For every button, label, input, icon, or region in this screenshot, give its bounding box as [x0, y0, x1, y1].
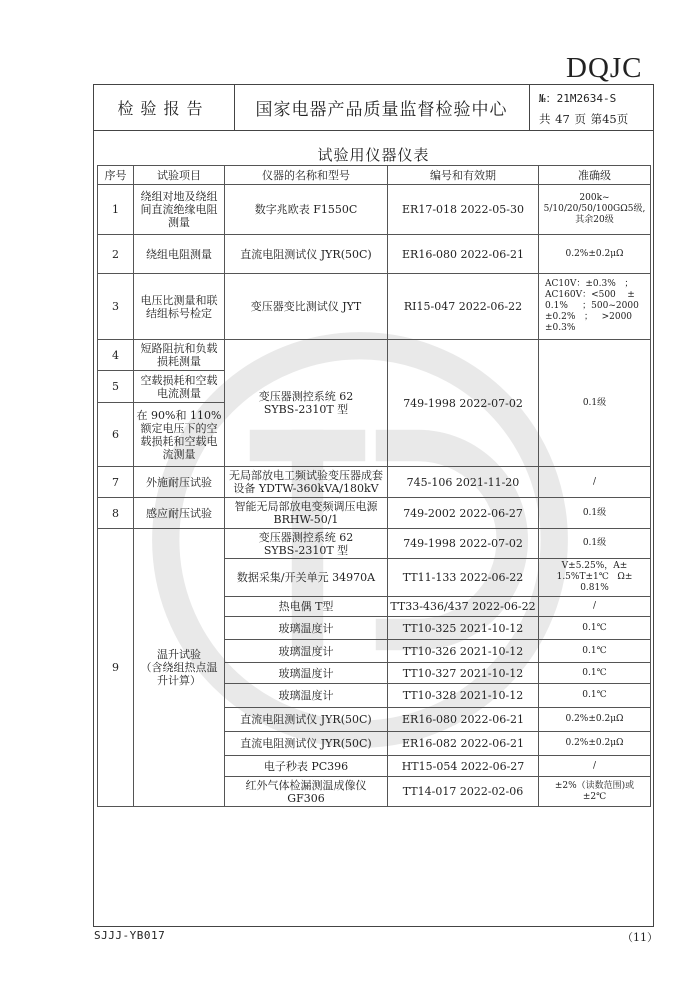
cell-accuracy: 0.1级	[539, 340, 651, 467]
cell-accuracy: /	[539, 756, 651, 777]
cell-item: 短路阻抗和负载损耗测量	[134, 340, 225, 371]
cell-accuracy: ±2%（读数范围)或 ±2℃	[539, 777, 651, 807]
cell-code: TT14-017 2022-02-06	[388, 777, 539, 807]
cell-instrument: 智能无局部放电变频调压电源BRHW-50/1	[225, 498, 388, 529]
form-code: SJJJ-YB017	[94, 929, 166, 942]
cell-item: 空载损耗和空载电流测量	[134, 371, 225, 403]
cell-instrument: 直流电阻测试仪 JYR(50C)	[225, 732, 388, 756]
cell-accuracy: 0.1℃	[539, 663, 651, 684]
cell-code: 749-2002 2022-06-27	[388, 498, 539, 529]
cell-no: 5	[98, 371, 134, 403]
cell-accuracy: 0.1℃	[539, 617, 651, 640]
cell-accuracy: /	[539, 467, 651, 498]
cell-code: ER16-080 2022-06-21	[388, 235, 539, 274]
cell-code: 749-1998 2022-07-02	[388, 529, 539, 559]
table-row	[98, 340, 651, 371]
cell-instrument: 变压器测控系统 62 SYBS-2310T 型	[225, 340, 388, 467]
cell-accuracy: V±5.25%，A± 1.5%T±1℃ Ω± 0.81%	[539, 559, 651, 597]
col-header-code: 编号和有效期	[388, 166, 539, 185]
cell-code: TT10-327 2021-10-12	[388, 663, 539, 684]
cell-accuracy: 0.1级	[539, 529, 651, 559]
cell-accuracy: 0.2%±0.2μΩ	[539, 732, 651, 756]
cell-accuracy: /	[539, 597, 651, 617]
cell-code: ER17-018 2022-05-30	[388, 185, 539, 235]
table-row	[98, 529, 651, 559]
cell-instrument: 直流电阻测试仪 JYR(50C)	[225, 235, 388, 274]
cell-item: 在 90%和 110%额定电压下的空载损耗和空载电流测量	[134, 403, 225, 467]
cell-instrument: 变压器变比测试仪 JYT	[225, 274, 388, 340]
cell-no: 8	[98, 498, 134, 529]
table-row	[98, 498, 651, 529]
cell-code: ER16-082 2022-06-21	[388, 732, 539, 756]
table-row	[98, 467, 651, 498]
cell-item: 绕组电阻测量	[134, 235, 225, 274]
cell-code: TT11-133 2022-06-22	[388, 559, 539, 597]
cell-code: TT10-326 2021-10-12	[388, 640, 539, 663]
instrument-table	[97, 165, 651, 807]
cell-no: 6	[98, 403, 134, 467]
cell-no: 3	[98, 274, 134, 340]
report-meta	[530, 84, 654, 130]
col-header-item: 试验项目	[134, 166, 225, 185]
cell-instrument: 直流电阻测试仪 JYR(50C)	[225, 708, 388, 732]
cell-item: 外施耐压试验	[134, 467, 225, 498]
cell-code: ER16-080 2022-06-21	[388, 708, 539, 732]
cell-instrument: 数据采集/开关单元 34970A	[225, 559, 388, 597]
table-row	[98, 235, 651, 274]
cell-code: TT33-436/437 2022-06-22	[388, 597, 539, 617]
cell-no: 1	[98, 185, 134, 235]
report-type: 检验报告	[93, 84, 235, 130]
cell-accuracy: 200k~ 5/10/20/50/100GΩ5级,其余20级	[539, 185, 651, 235]
cell-no: 2	[98, 235, 134, 274]
organization-name: 国家电器产品质量监督检验中心	[234, 84, 530, 130]
cell-code: HT15-054 2022-06-27	[388, 756, 539, 777]
page-number: （11）	[622, 931, 658, 944]
cell-instrument: 电子秒表 PC396	[225, 756, 388, 777]
col-header-accuracy: 准确级	[539, 166, 651, 185]
cell-instrument: 玻璃温度计	[225, 640, 388, 663]
cell-accuracy: AC10V：±0.3% ； AC160V：<500 ± 0.1% ；500~2000 ±0.2% ； >2000 ±0.3%	[539, 274, 651, 340]
cell-accuracy: 0.1级	[539, 498, 651, 529]
cell-accuracy: 0.2%±0.2μΩ	[539, 235, 651, 274]
cell-no: 7	[98, 467, 134, 498]
cell-instrument: 红外气体检漏测温成像仪 GF306	[225, 777, 388, 807]
cell-no: 9	[98, 529, 134, 807]
col-header-instrument: 仪器的名称和型号	[225, 166, 388, 185]
cell-instrument: 玻璃温度计	[225, 663, 388, 684]
report-number: №：21M2634-S	[539, 92, 617, 105]
cell-code: 745-106 2021-11-20	[388, 467, 539, 498]
col-header-no: 序号	[98, 166, 134, 185]
cell-item: 感应耐压试验	[134, 498, 225, 529]
cell-instrument: 变压器测控系统 62 SYBS-2310T 型	[225, 529, 388, 559]
cell-accuracy: 0.1℃	[539, 640, 651, 663]
cell-no: 4	[98, 340, 134, 371]
cell-code: 749-1998 2022-07-02	[388, 340, 539, 467]
table-header-row	[98, 166, 651, 185]
brand-code: DQJC	[566, 52, 643, 84]
page-count: 共 47 页 第45页	[539, 112, 629, 126]
table-row	[98, 185, 651, 235]
report-header	[93, 84, 654, 131]
cell-code: RI15-047 2022-06-22	[388, 274, 539, 340]
cell-instrument: 热电偶 T型	[225, 597, 388, 617]
cell-code: TT10-325 2021-10-12	[388, 617, 539, 640]
table-row	[98, 274, 651, 340]
cell-instrument: 数字兆欧表 F1550C	[225, 185, 388, 235]
cell-accuracy: 0.2%±0.2μΩ	[539, 708, 651, 732]
cell-code: TT10-328 2021-10-12	[388, 684, 539, 708]
cell-item: 电压比测量和联结组标号检定	[134, 274, 225, 340]
cell-instrument: 玻璃温度计	[225, 617, 388, 640]
cell-item: 绕组对地及绕组间直流绝缘电阻测量	[134, 185, 225, 235]
table-title: 试验用仪器仪表	[317, 146, 430, 164]
cell-item: 温升试验 （含绕组热点温升计算）	[134, 529, 225, 807]
cell-instrument: 玻璃温度计	[225, 684, 388, 708]
cell-accuracy: 0.1℃	[539, 684, 651, 708]
cell-instrument: 无局部放电工频试验变压器成套设备 YDTW-360kVA/180kV	[225, 467, 388, 498]
